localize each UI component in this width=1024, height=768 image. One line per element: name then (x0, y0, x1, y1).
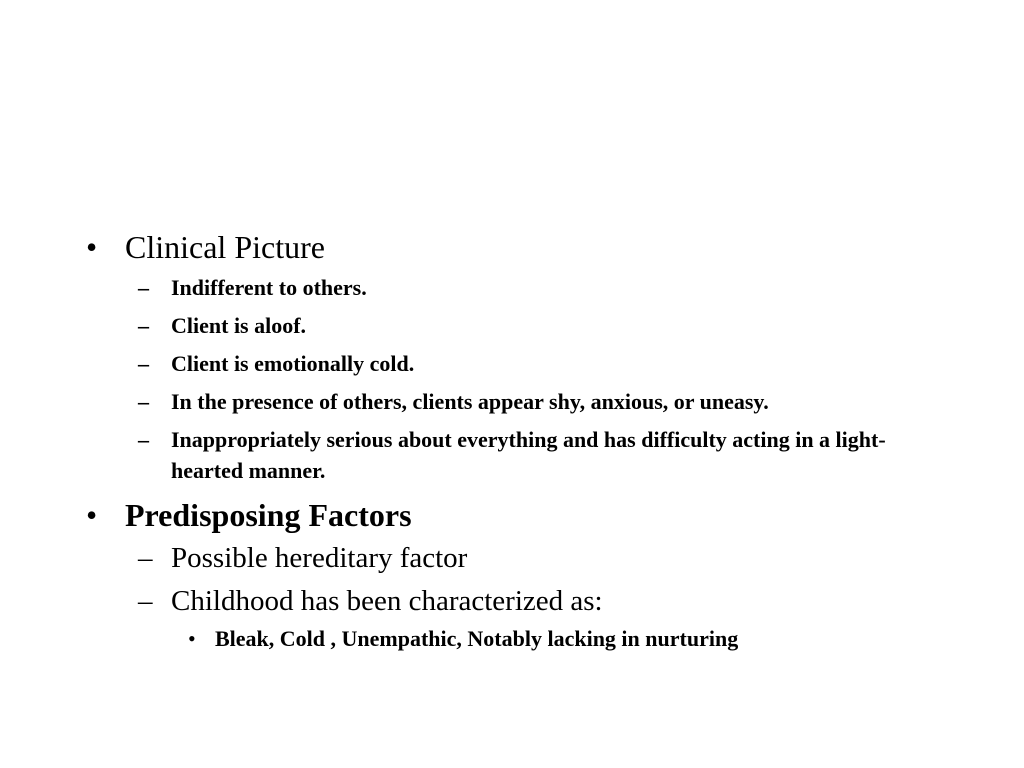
dash-marker: – (138, 351, 149, 376)
sub-bullet (86, 310, 986, 341)
sub-bullet-text: Inappropriately serious about everything and has difficulty acting in a light-hearted manner. (171, 427, 886, 483)
sub-sub-bullet (86, 623, 986, 654)
bullet-predisposing-factors (86, 494, 986, 536)
dash-marker: – (138, 585, 153, 617)
sub-bullet (86, 272, 986, 303)
sub-bullet-text: Childhood has been characterized as: (171, 585, 603, 617)
dash-marker: – (138, 275, 149, 300)
dash-marker: – (138, 427, 149, 452)
section-heading: Clinical Picture (125, 229, 325, 265)
dash-marker: – (138, 389, 149, 414)
bullet-marker: • (86, 229, 98, 265)
sub-bullet (86, 386, 986, 417)
sub-bullet (86, 538, 986, 579)
section-heading: Predisposing Factors (125, 497, 412, 533)
slide-content (86, 226, 986, 654)
sub-bullet (86, 424, 986, 486)
sub-sub-bullet-text: Bleak, Cold , Unempathic, Notably lacking in nurturing (215, 626, 739, 651)
bullet-clinical-picture (86, 226, 986, 268)
sub-bullet-text: Client is aloof. (171, 313, 307, 338)
sub-bullet (86, 348, 986, 379)
small-bullet-marker: • (188, 626, 196, 651)
sub-bullet-text: In the presence of others, clients appear shy, anxious, or uneasy. (171, 389, 769, 414)
dash-marker: – (138, 542, 153, 574)
sub-bullet-text: Client is emotionally cold. (171, 351, 415, 376)
sub-bullet-text: Indifferent to others. (171, 275, 367, 300)
dash-marker: – (138, 313, 149, 338)
sub-bullet-text: Possible hereditary factor (171, 542, 468, 574)
sub-bullet (86, 581, 986, 622)
bullet-marker: • (86, 497, 98, 533)
